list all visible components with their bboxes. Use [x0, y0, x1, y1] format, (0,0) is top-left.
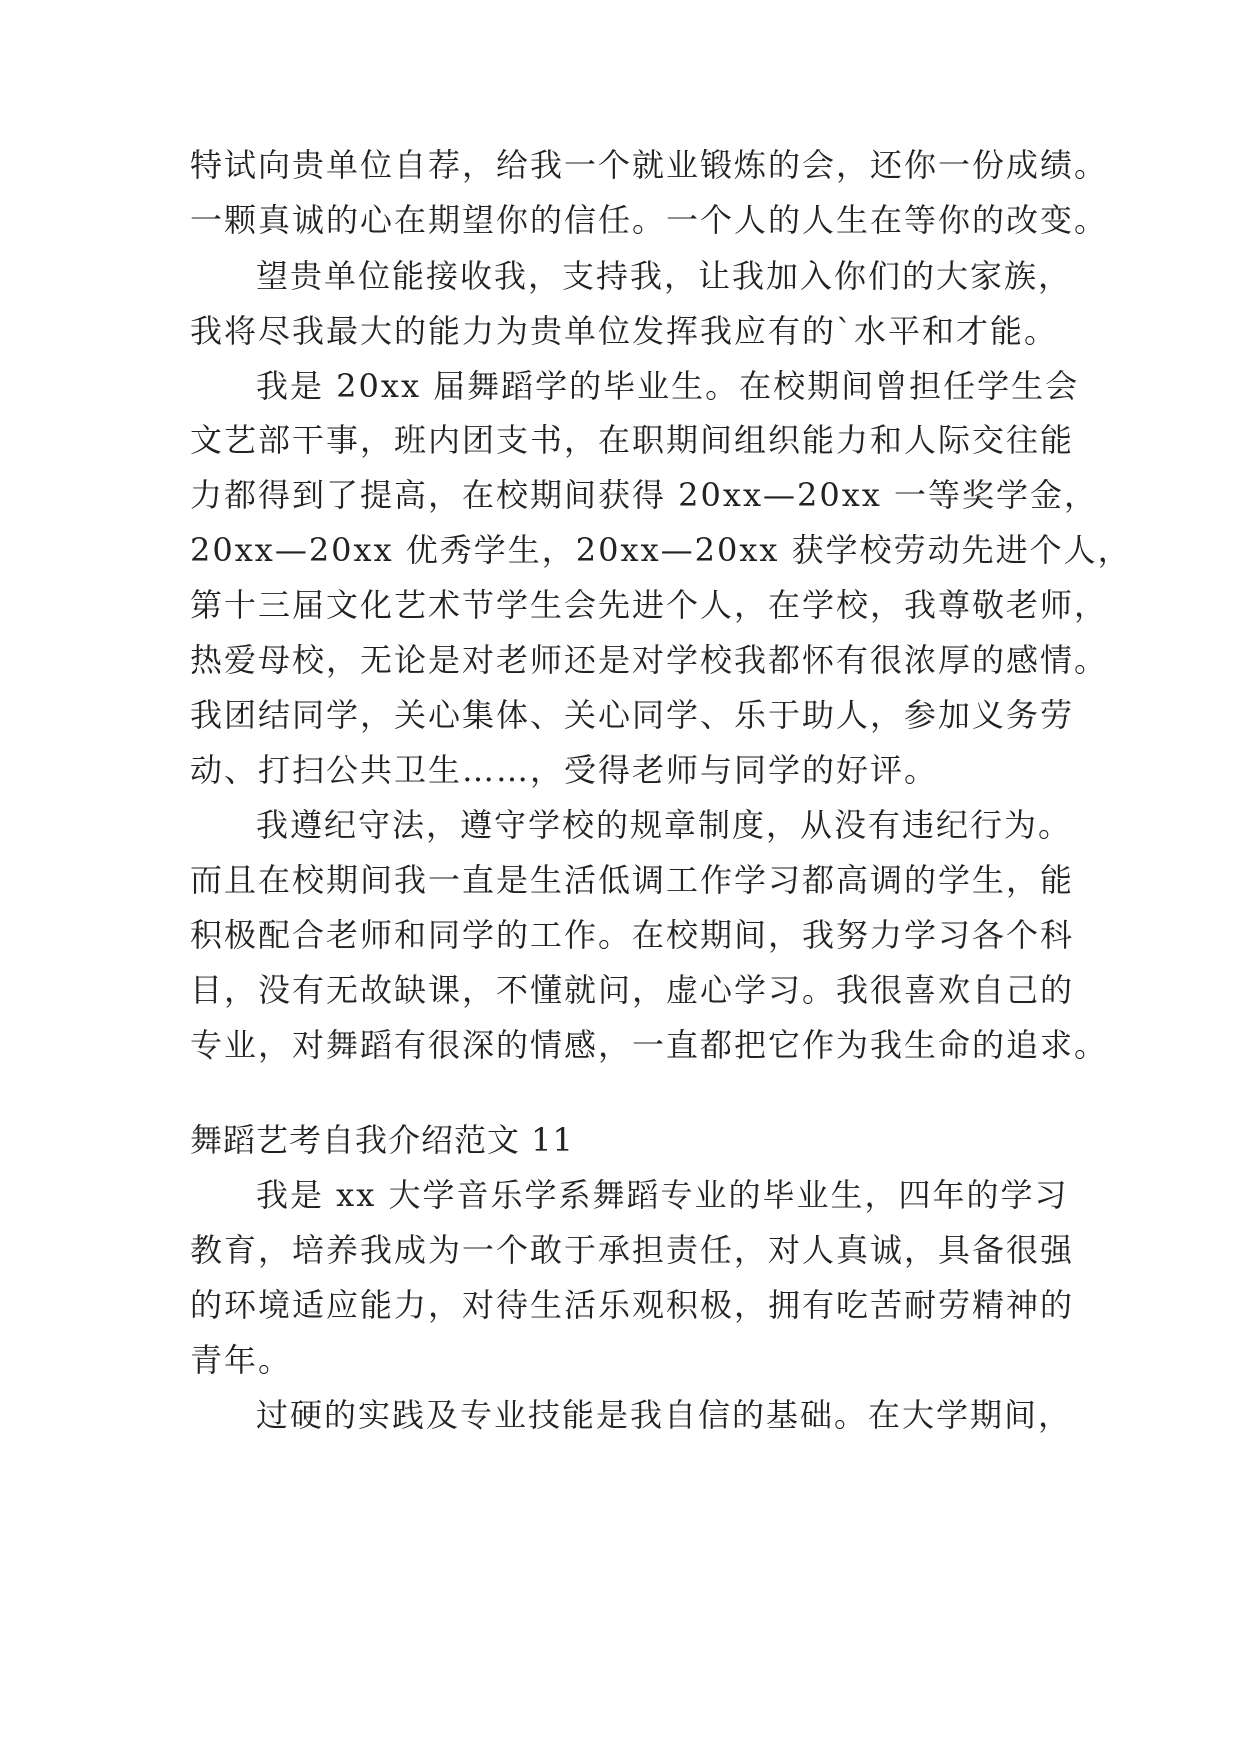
text-line-6: 文艺部干事，班内团支书，在职期间组织能力和人际交往能	[190, 421, 1075, 459]
text-line-10: 热爱母校，无论是对老师还是对学校我都怀有很浓厚的感情。	[190, 641, 1109, 679]
text-line-16: 目，没有无故缺课，不懂就问，虚心学习。我很喜欢自己的	[190, 971, 1075, 1009]
text-line-12: 动、打扫公共卫生……，受得老师与同学的好评。	[190, 751, 939, 789]
text-line-15: 积极配合老师和同学的工作。在校期间，我努力学习各个科	[190, 916, 1075, 954]
text-line-20: 的环境适应能力，对待生活乐观积极，拥有吃苦耐劳精神的	[190, 1286, 1075, 1324]
section-heading: 舞蹈艺考自我介绍范文 11	[190, 1121, 574, 1159]
text-line-7: 力都得到了提高，在校期间获得 20xx—20xx 一等奖学金，	[190, 476, 1098, 514]
text-line-19: 教育，培养我成为一个敢于承担责任，对人真诚，具备很强	[190, 1231, 1075, 1269]
text-line-17: 专业，对舞蹈有很深的情感，一直都把它作为我生命的追求。	[190, 1026, 1109, 1064]
text-line-18: 我是 xx 大学音乐学系舞蹈专业的毕业生，四年的学习	[256, 1176, 1069, 1214]
text-line-2: 一颗真诚的心在期望你的信任。一个人的人生在等你的改变。	[190, 201, 1109, 239]
text-line-14: 而且在校期间我一直是生活低调工作学习都高调的学生，能	[190, 861, 1075, 899]
text-line-1: 特试向贵单位自荐，给我一个就业锻炼的会，还你一份成绩。	[190, 146, 1109, 184]
text-line-9: 第十三届文化艺术节学生会先进个人，在学校，我尊敬老师，	[190, 586, 1109, 624]
text-line-4: 我将尽我最大的能力为贵单位发挥我应有的`水平和才能。	[190, 312, 1059, 350]
text-line-13: 我遵纪守法，遵守学校的规章制度，从没有违纪行为。	[256, 806, 1073, 844]
text-line-21: 青年。	[190, 1341, 293, 1379]
text-line-8: 20xx—20xx 优秀学生，20xx—20xx 获学校劳动先进个人，	[190, 531, 1132, 569]
text-line-11: 我团结同学，关心集体、关心同学、乐于助人，参加义务劳	[190, 696, 1075, 734]
text-line-22: 过硬的实践及专业技能是我自信的基础。在大学期间，	[256, 1396, 1073, 1434]
text-line-5: 我是 20xx 届舞蹈学的毕业生。在校期间曾担任学生会	[256, 367, 1080, 405]
text-line-3: 望贵单位能接收我，支持我，让我加入你们的大家族，	[256, 257, 1073, 295]
